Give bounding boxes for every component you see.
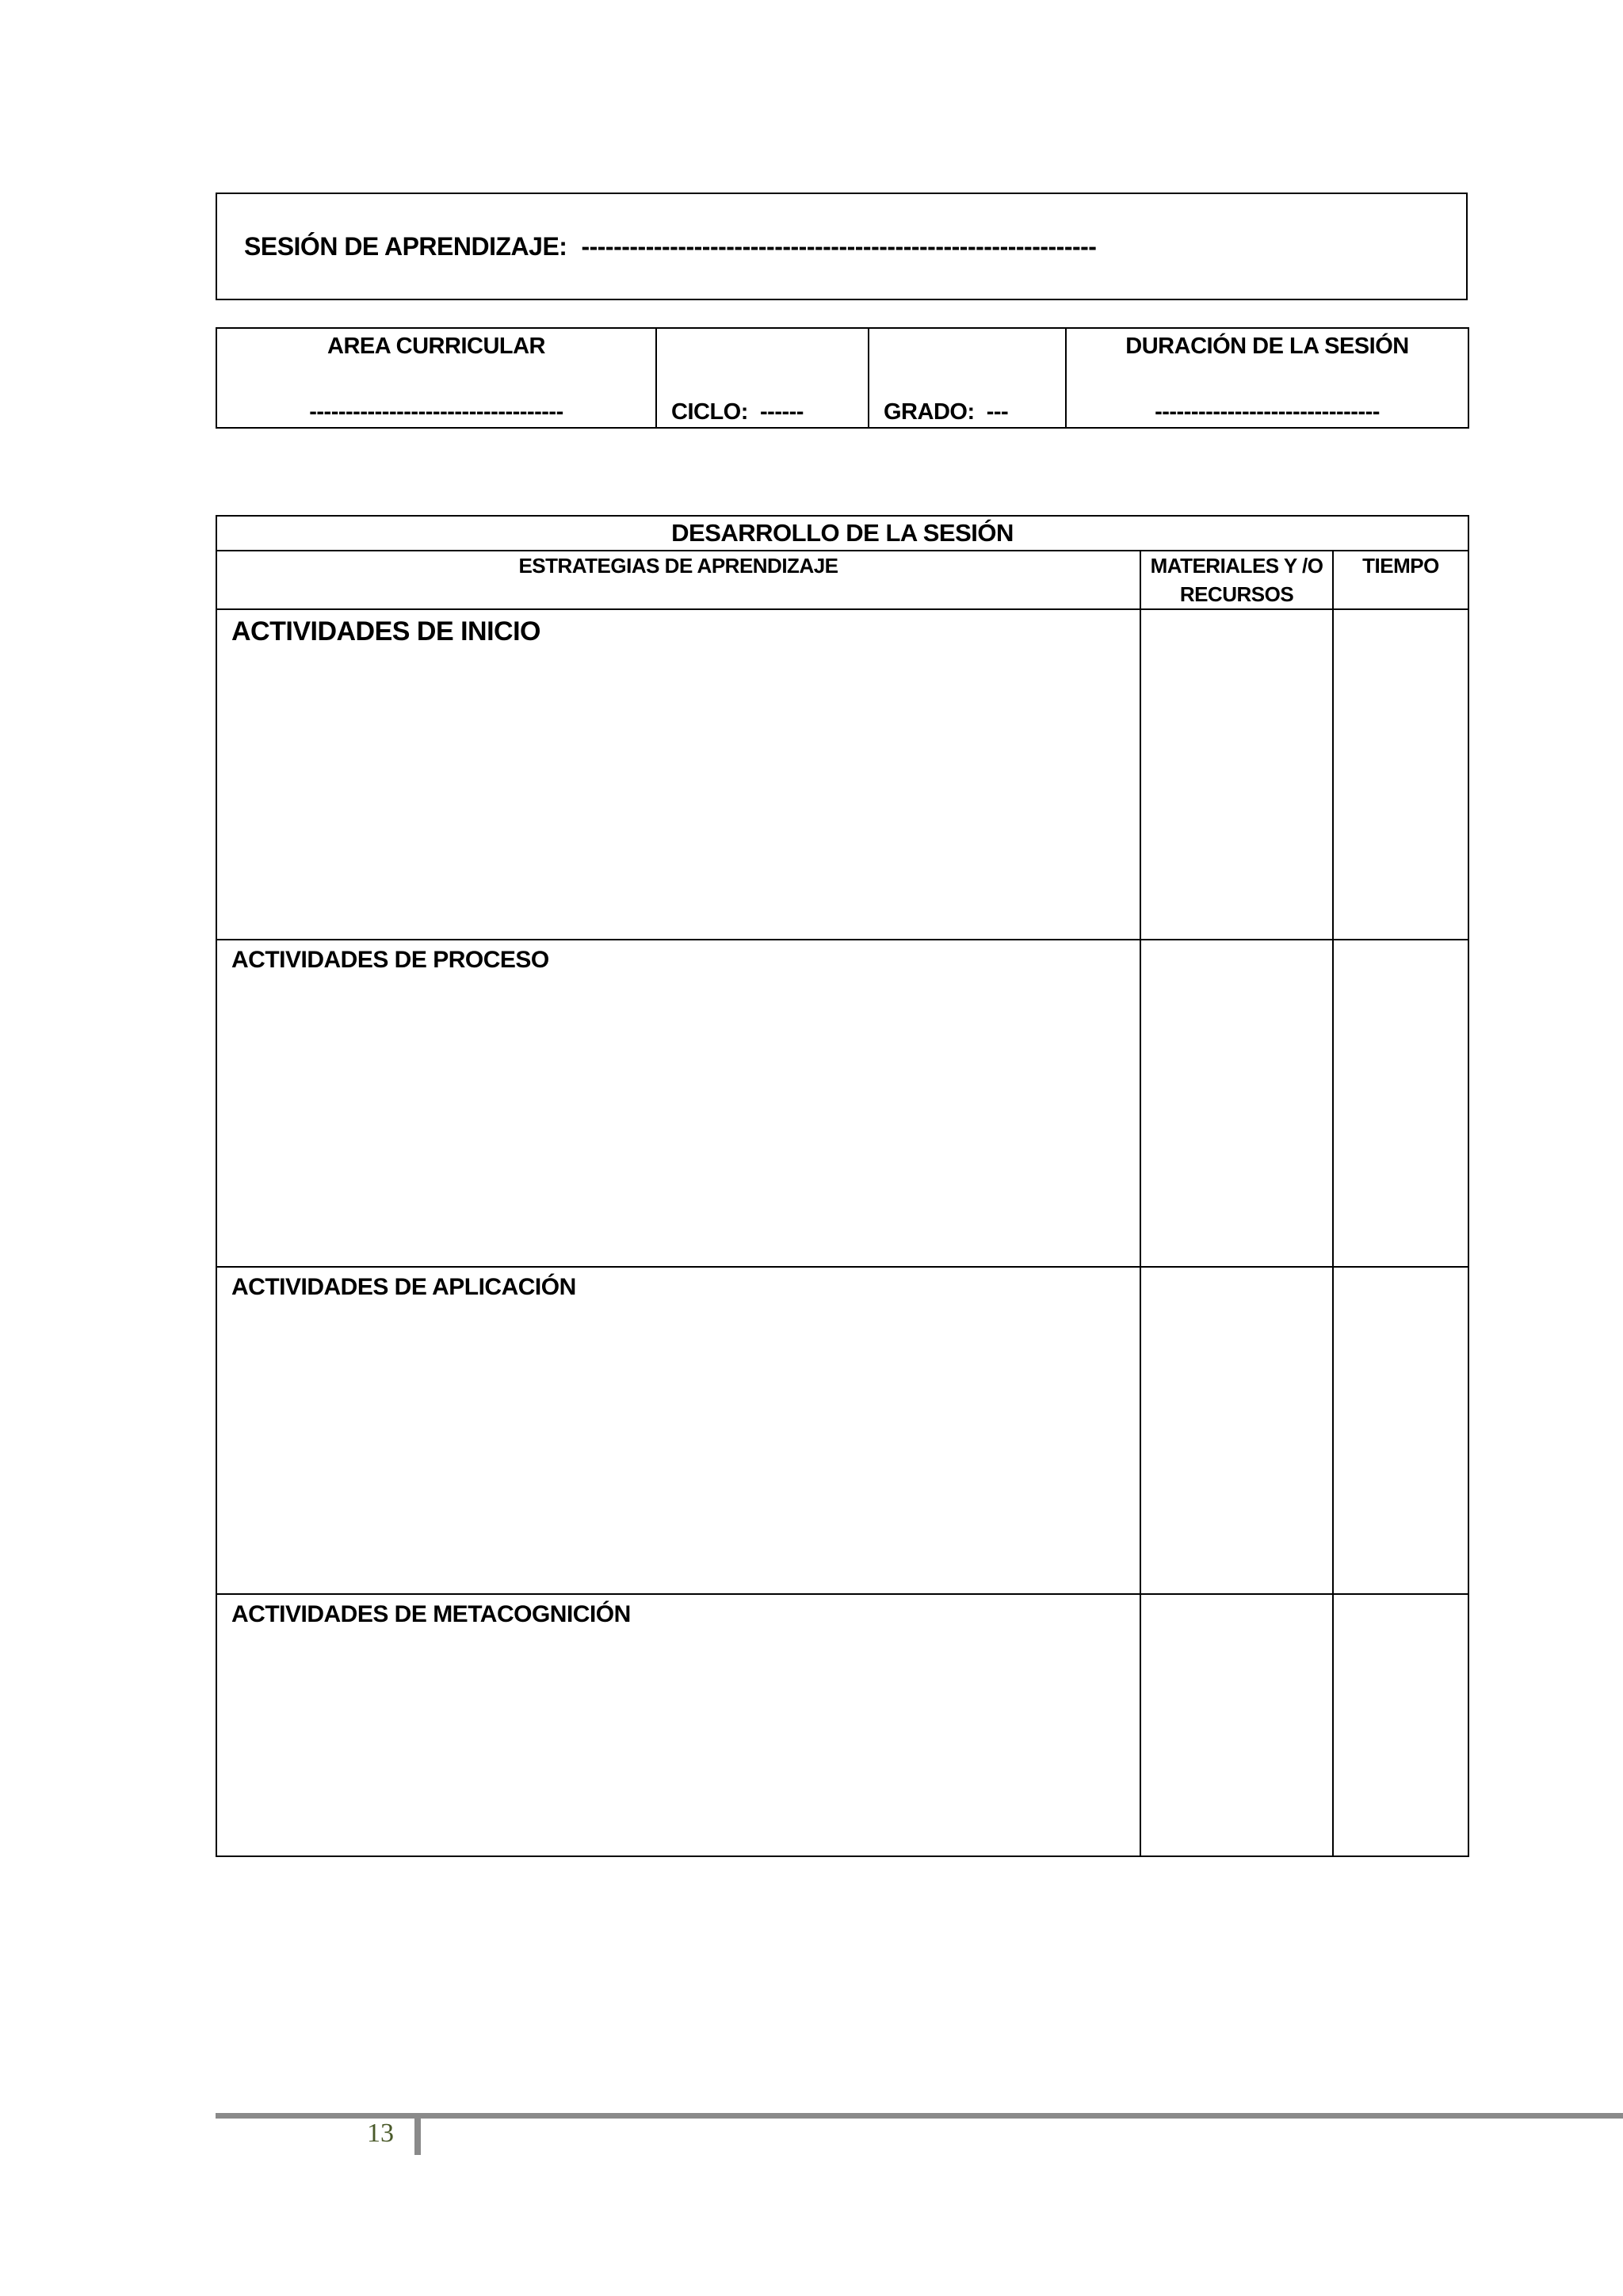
time-cell	[1333, 1594, 1468, 1856]
table-row	[216, 1594, 1468, 1856]
materials-cell	[1140, 609, 1333, 940]
ciclo-value: ------	[760, 399, 804, 425]
time-cell	[1333, 940, 1468, 1267]
ciclo-field	[657, 399, 868, 425]
session-title-blank: ----------------------------------------------------------------	[581, 232, 1097, 261]
development-title: DESARROLLO DE LA SESIÓN	[216, 516, 1468, 551]
ciclo-cell	[656, 328, 869, 428]
area-value: -----------------------------------	[309, 399, 563, 425]
row-label-metacognicion: ACTIVIDADES DE METACOGNICIÓN	[231, 1601, 631, 1628]
session-title-label: SESIÓN DE APRENDIZAJE:	[244, 232, 567, 261]
grado-label: GRADO:	[884, 399, 975, 425]
table-row	[216, 940, 1468, 1267]
page-number: 13	[367, 2119, 394, 2148]
strategies-cell	[216, 1594, 1140, 1856]
materials-header-line1: MATERIALES Y /O	[1150, 554, 1323, 578]
row-label-aplicacion: ACTIVIDADES DE APLICACIÓN	[231, 1274, 576, 1301]
strategies-cell	[216, 609, 1140, 940]
table-row	[216, 1267, 1468, 1594]
time-header: TIEMPO	[1333, 551, 1468, 609]
session-info-table	[216, 327, 1469, 429]
table-row	[216, 609, 1468, 940]
strategies-cell	[216, 940, 1140, 1267]
time-cell	[1333, 1267, 1468, 1594]
session-development-table	[216, 515, 1469, 1857]
session-title-box	[216, 193, 1468, 300]
grado-field	[869, 399, 1065, 425]
duracion-value: -------------------------------	[1155, 399, 1380, 425]
duracion-cell	[1066, 328, 1468, 428]
area-cell	[216, 328, 656, 428]
materials-header	[1140, 551, 1333, 609]
area-label: AREA CURRICULAR	[327, 334, 545, 359]
session-title	[244, 232, 1096, 261]
materials-header-line2: RECURSOS	[1179, 582, 1294, 607]
footer-vertical-bar	[414, 2114, 421, 2155]
strategies-header: ESTRATEGIAS DE APRENDIZAJE	[216, 551, 1140, 609]
row-label-inicio: ACTIVIDADES DE INICIO	[231, 616, 540, 647]
duracion-label: DURACIÓN DE LA SESIÓN	[1125, 334, 1409, 359]
footer-divider	[216, 2113, 1623, 2119]
strategies-cell	[216, 1267, 1140, 1594]
row-label-proceso: ACTIVIDADES DE PROCESO	[231, 947, 549, 974]
time-cell	[1333, 609, 1468, 940]
materials-cell	[1140, 940, 1333, 1267]
materials-cell	[1140, 1594, 1333, 1856]
materials-cell	[1140, 1267, 1333, 1594]
grado-cell	[869, 328, 1066, 428]
ciclo-label: CICLO:	[671, 399, 748, 425]
grado-value: ---	[986, 399, 1009, 425]
